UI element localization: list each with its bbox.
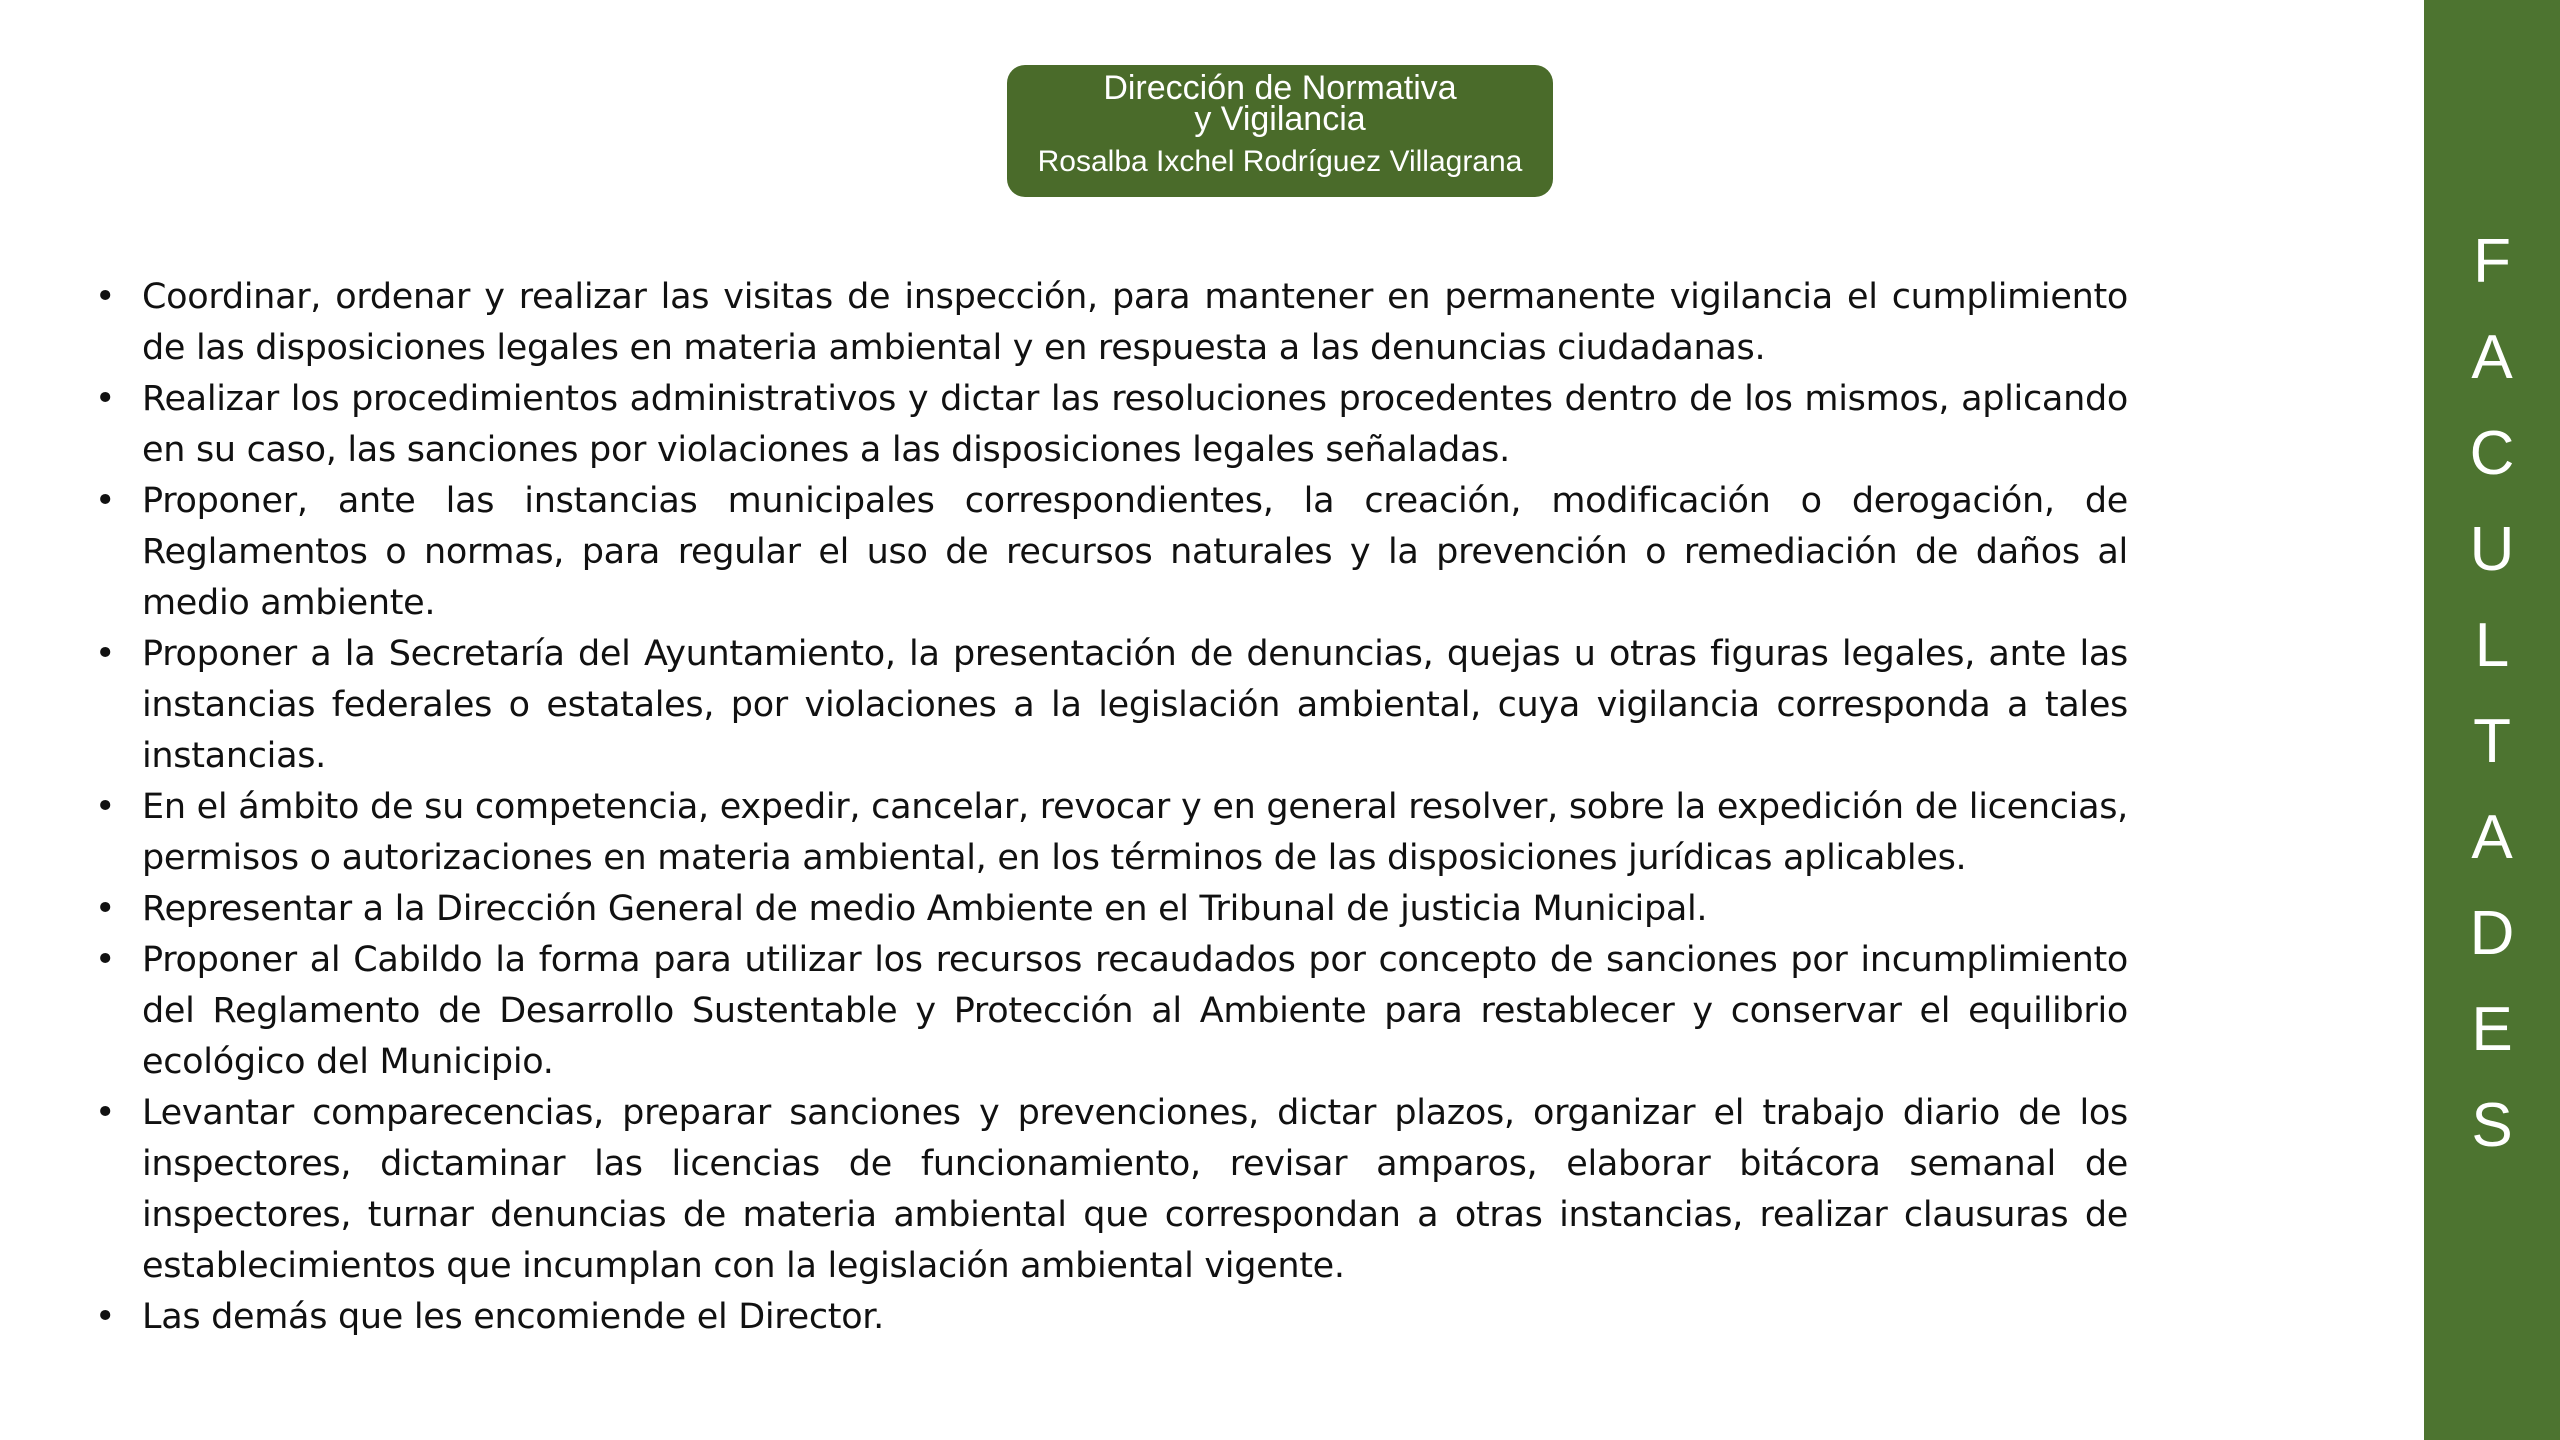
bullet-icon: • xyxy=(94,940,116,980)
list-item xyxy=(90,1088,2128,1292)
list-item-text: Coordinar, ordenar y realizar las visitas de inspección, para mantener en permanente vigilancia el cumplimiento de las disposiciones legales en materia ambiental y en respuesta a las denuncias ciudadanas. xyxy=(142,277,2128,368)
side-bar xyxy=(2424,0,2560,1440)
faculties-list xyxy=(90,272,2128,1343)
list-item xyxy=(90,935,2128,1088)
list-item-text: En el ámbito de su competencia, expedir, cancelar, revocar y en general resolver, sobre la expedición de licencias, permisos o autorizaciones en materia ambiental, en los términos de las disposiciones jurídicas aplicables. xyxy=(142,787,2128,878)
list-item-text: Levantar comparecencias, preparar sanciones y prevenciones, dictar plazos, organizar el trabajo diario de los inspectores, dictaminar las licencias de funcionamiento, revisar amparos, elaborar bitácora semanal de inspectores, turnar denuncias de materia ambiental que correspondan a otras instancias, realizar clausuras de establecimientos que incumplan con la legislación ambiental vigente. xyxy=(142,1093,2128,1286)
side-letter: S xyxy=(2471,1091,2513,1160)
list-item xyxy=(90,629,2128,782)
bullet-icon: • xyxy=(94,1093,116,1133)
header-box xyxy=(1007,65,1553,197)
header-title xyxy=(1007,69,1553,138)
list-item xyxy=(90,374,2128,476)
bullet-icon: • xyxy=(94,379,116,419)
list-item-text: Realizar los procedimientos administrativos y dictar las resoluciones procedentes dentro de los mismos, aplicando en su caso, las sanciones por violaciones a las disposiciones legales señaladas. xyxy=(142,379,2128,470)
list-item xyxy=(90,272,2128,374)
side-letter: E xyxy=(2471,995,2513,1064)
list-item xyxy=(90,884,2128,935)
header-subtitle: Rosalba Ixchel Rodríguez Villagrana xyxy=(1037,145,1523,178)
header-title-line2: y Vigilancia xyxy=(1194,100,1366,138)
bullet-icon: • xyxy=(94,787,116,827)
header-title-line1: Dirección de Normativa xyxy=(1103,69,1457,107)
list-item xyxy=(90,476,2128,629)
list-item-text: Proponer a la Secretaría del Ayuntamiento, la presentación de denuncias, quejas u otras figuras legales, ante las instancias federales o estatales, por violaciones a la legislación ambiental, cuya vigilancia corresponda a tales instancias. xyxy=(142,634,2128,776)
side-letter: L xyxy=(2474,611,2510,680)
bullet-icon: • xyxy=(94,277,116,317)
bullet-icon: • xyxy=(94,634,116,674)
bullet-icon: • xyxy=(94,481,116,521)
side-letter: A xyxy=(2471,803,2513,872)
list-item-text: Proponer, ante las instancias municipales correspondientes, la creación, modificación o derogación, de Reglamentos o normas, para regular el uso de recursos naturales y la prevención o remediación de daños al medio ambiente. xyxy=(142,481,2128,623)
side-letter: F xyxy=(2473,227,2511,296)
list-item-text: Representar a la Dirección General de medio Ambiente en el Tribunal de justicia Municipal. xyxy=(142,889,1708,929)
side-title-vertical xyxy=(2424,227,2560,1187)
side-letter: T xyxy=(2473,707,2511,776)
bullet-icon: • xyxy=(94,1297,116,1337)
list-item-text: Las demás que les encomiende el Director. xyxy=(142,1297,885,1337)
list-item-text: Proponer al Cabildo la forma para utilizar los recursos recaudados por concepto de sanciones por incumplimiento del Reglamento de Desarrollo Sustentable y Protección al Ambiente para restablecer y conservar el equilibrio ecológico del Municipio. xyxy=(142,940,2128,1082)
bullet-icon: • xyxy=(94,889,116,929)
side-letter: U xyxy=(2469,515,2515,584)
list-item xyxy=(90,1292,2128,1343)
list-item xyxy=(90,782,2128,884)
side-letter: D xyxy=(2469,899,2515,968)
side-letter: A xyxy=(2471,323,2513,392)
side-letter: C xyxy=(2469,419,2515,488)
